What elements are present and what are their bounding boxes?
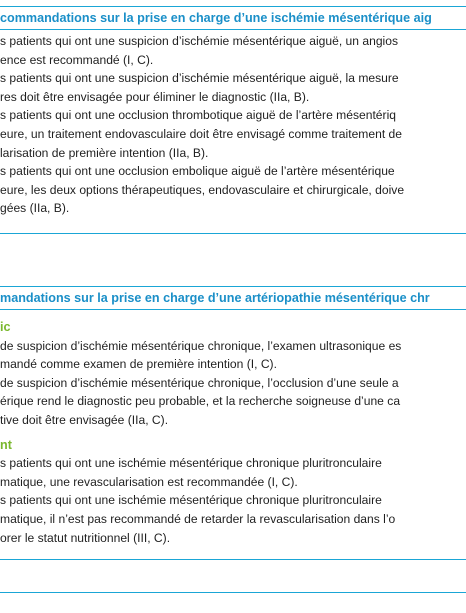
text-line: matique, une revascularisation est recommandée (I, C). xyxy=(0,474,298,489)
recommendations-box-chronic xyxy=(0,286,466,560)
box-body-acute xyxy=(0,30,466,218)
text-line: mandé comme examen de première intention (I, C). xyxy=(0,357,277,372)
text-line: tive doit être envisagée (IIa, C). xyxy=(0,412,169,427)
subheading-treatment: nt xyxy=(0,437,12,452)
text-line: matique, il n’est pas recommandé de retarder la revascularisation dans l’o xyxy=(0,511,396,526)
text-line: gées (IIa, B). xyxy=(0,201,70,216)
text-line: s patients qui ont une occlusion thrombotique aiguë de l’artère mésentériq xyxy=(0,108,396,123)
box-title-chronic: mandations sur la prise en charge d’une artériopathie mésentérique chr xyxy=(0,287,466,310)
box-body-chronic xyxy=(0,310,466,547)
text-line: eure, les deux options thérapeutiques, endovasculaire et chirurgicale, doive xyxy=(0,182,405,197)
text-line: ence est recommandé (I, C). xyxy=(0,52,154,67)
text-line: de suspicion d’ischémie mésentérique chronique, l’occlusion d’une seule a xyxy=(0,375,399,390)
text-line: eure, un traitement endovasculaire doit être envisagé comme traitement de xyxy=(0,126,402,141)
text-line: s patients qui ont une suspicion d’ischémie mésentérique aiguë, un angios xyxy=(0,34,399,48)
text-line: de suspicion d’ischémie mésentérique chronique, l’examen ultrasonique es xyxy=(0,338,402,353)
text-line: res doit être envisagée pour éliminer le diagnostic (IIa, B). xyxy=(0,89,310,104)
text-line: s patients qui ont une occlusion embolique aiguë de l’artère mésentérique xyxy=(0,164,395,179)
recommendations-box-acute xyxy=(0,6,466,234)
box-title-acute: commandations sur la prise en charge d’une ischémie mésentérique aig xyxy=(0,7,466,30)
text-line: larisation de première intention (IIa, B). xyxy=(0,145,209,160)
text-line: orer le statut nutritionnel (III, C). xyxy=(0,530,171,545)
text-line: s patients qui ont une suspicion d’ischémie mésentérique aiguë, la mesure xyxy=(0,71,399,86)
subheading-diagnostic: ic xyxy=(0,320,11,334)
text-line: s patients qui ont une ischémie mésentérique chronique pluritronculaire xyxy=(0,493,382,508)
text-line: érique rend le diagnostic peu probable, et la recherche soigneuse d’une ca xyxy=(0,394,401,409)
next-box-top-border xyxy=(0,592,466,613)
text-line: s patients qui ont une ischémie mésentérique chronique pluritronculaire xyxy=(0,456,382,471)
